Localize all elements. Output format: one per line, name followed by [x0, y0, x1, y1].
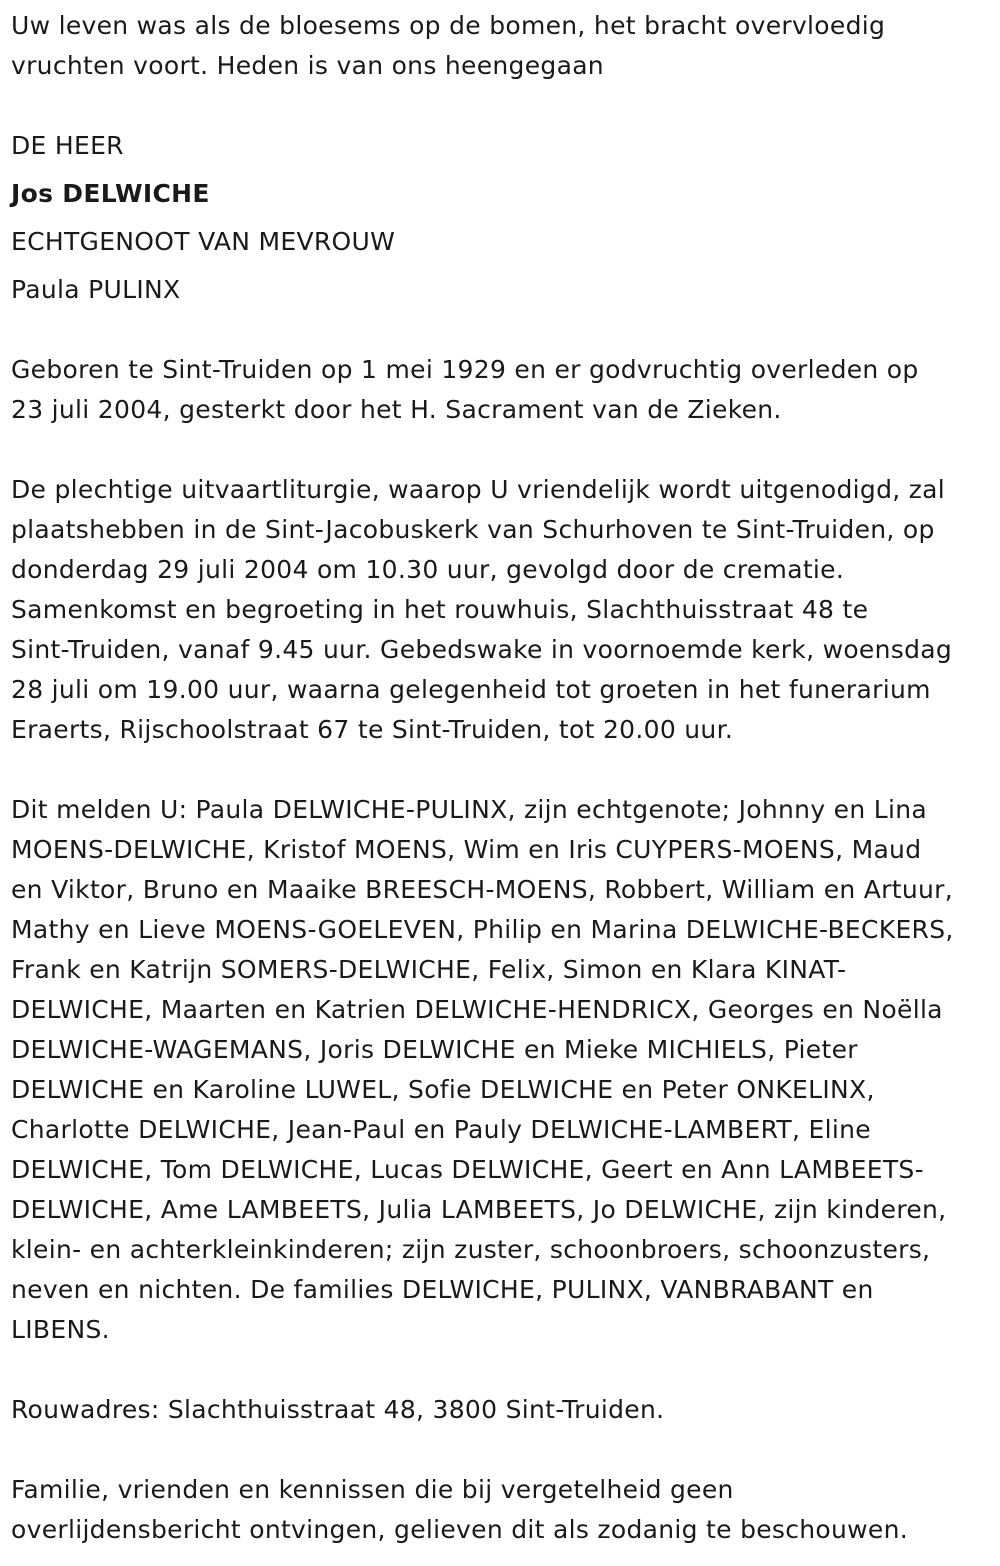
ceremony-line: Samenkomst en begroeting in het rouwhuis, Slachthuisstraat 48 te: [11, 595, 869, 624]
birth-death-line: 23 juli 2004, gesterkt door het H. Sacrament van de Zieken.: [11, 395, 782, 424]
family-line: Frank en Katrijn SOMERS-DELWICHE, Felix, Simon en Klara KINAT-: [11, 955, 847, 984]
deceased-name: Jos DELWICHE: [11, 179, 210, 208]
family-paragraph: [11, 790, 990, 1350]
family-line: en Viktor, Bruno en Maaike BREESCH-MOENS, Robbert, William en Artuur,: [11, 875, 953, 904]
ceremony-line: De plechtige uitvaartliturgie, waarop U vriendelijk wordt uitgenodigd, zal: [11, 475, 946, 504]
family-line: LIBENS.: [11, 1315, 110, 1344]
closing-line: overlijdensbericht ontvingen, gelieven dit als zodanig te beschouwen.: [11, 1515, 908, 1544]
family-line: DELWICHE-WAGEMANS, Joris DELWICHE en Mieke MICHIELS, Pieter: [11, 1035, 858, 1064]
family-line: DELWICHE, Maarten en Katrien DELWICHE-HENDRICX, Georges en Noëlla: [11, 995, 943, 1024]
intro-line: vruchten voort. Heden is van ons heengegaan: [11, 51, 604, 80]
ceremony-line: 28 juli om 19.00 uur, waarna gelegenheid tot groeten in het funerarium: [11, 675, 931, 704]
family-line: DELWICHE, Ame LAMBEETS, Julia LAMBEETS, Jo DELWICHE, zijn kinderen,: [11, 1195, 947, 1224]
family-line: MOENS-DELWICHE, Kristof MOENS, Wim en Iris CUYPERS-MOENS, Maud: [11, 835, 922, 864]
deceased-relation: ECHTGENOOT VAN MEVROUW: [11, 227, 396, 256]
ceremony-line: plaatshebben in de Sint-Jacobuskerk van Schurhoven te Sint-Truiden, op: [11, 515, 935, 544]
family-line: klein- en achterkleinkinderen; zijn zuster, schoonbroers, schoonzusters,: [11, 1235, 931, 1264]
family-line: DELWICHE, Tom DELWICHE, Lucas DELWICHE, Geert en Ann LAMBEETS-: [11, 1155, 924, 1184]
family-line: Dit melden U: Paula DELWICHE-PULINX, zijn echtgenote; Johnny en Lina: [11, 795, 927, 824]
intro-paragraph: [11, 6, 990, 86]
intro-line: Uw leven was als de bloesems op de bomen, het bracht overvloedig: [11, 11, 886, 40]
birth-death-paragraph: [11, 350, 990, 430]
ceremony-line: Sint-Truiden, vanaf 9.45 uur. Gebedswake in voornoemde kerk, woensdag: [11, 635, 953, 664]
closing-paragraph: [11, 1470, 990, 1550]
ceremony-line: donderdag 29 juli 2004 om 10.30 uur, gevolgd door de crematie.: [11, 555, 845, 584]
address-line: Rouwadres: Slachthuisstraat 48, 3800 Sint-Truiden.: [11, 1395, 665, 1424]
family-line: Mathy en Lieve MOENS-GOELEVEN, Philip en Marina DELWICHE-BECKERS,: [11, 915, 954, 944]
family-line: neven en nichten. De families DELWICHE, PULINX, VANBRABANT en: [11, 1275, 874, 1304]
birth-death-line: Geboren te Sint-Truiden op 1 mei 1929 en er godvruchtig overleden op: [11, 355, 919, 384]
closing-line: Familie, vrienden en kennissen die bij vergetelheid geen: [11, 1475, 734, 1504]
spouse-name: Paula PULINX: [11, 275, 181, 304]
deceased-block: [11, 126, 990, 310]
family-line: DELWICHE en Karoline LUWEL, Sofie DELWICHE en Peter ONKELINX,: [11, 1075, 875, 1104]
ceremony-line: Eraerts, Rijschoolstraat 67 te Sint-Truiden, tot 20.00 uur.: [11, 715, 734, 744]
address-paragraph: [11, 1390, 990, 1430]
deceased-title: DE HEER: [11, 131, 124, 160]
family-line: Charlotte DELWICHE, Jean-Paul en Pauly DELWICHE-LAMBERT, Eline: [11, 1115, 871, 1144]
ceremony-paragraph: [11, 470, 990, 750]
